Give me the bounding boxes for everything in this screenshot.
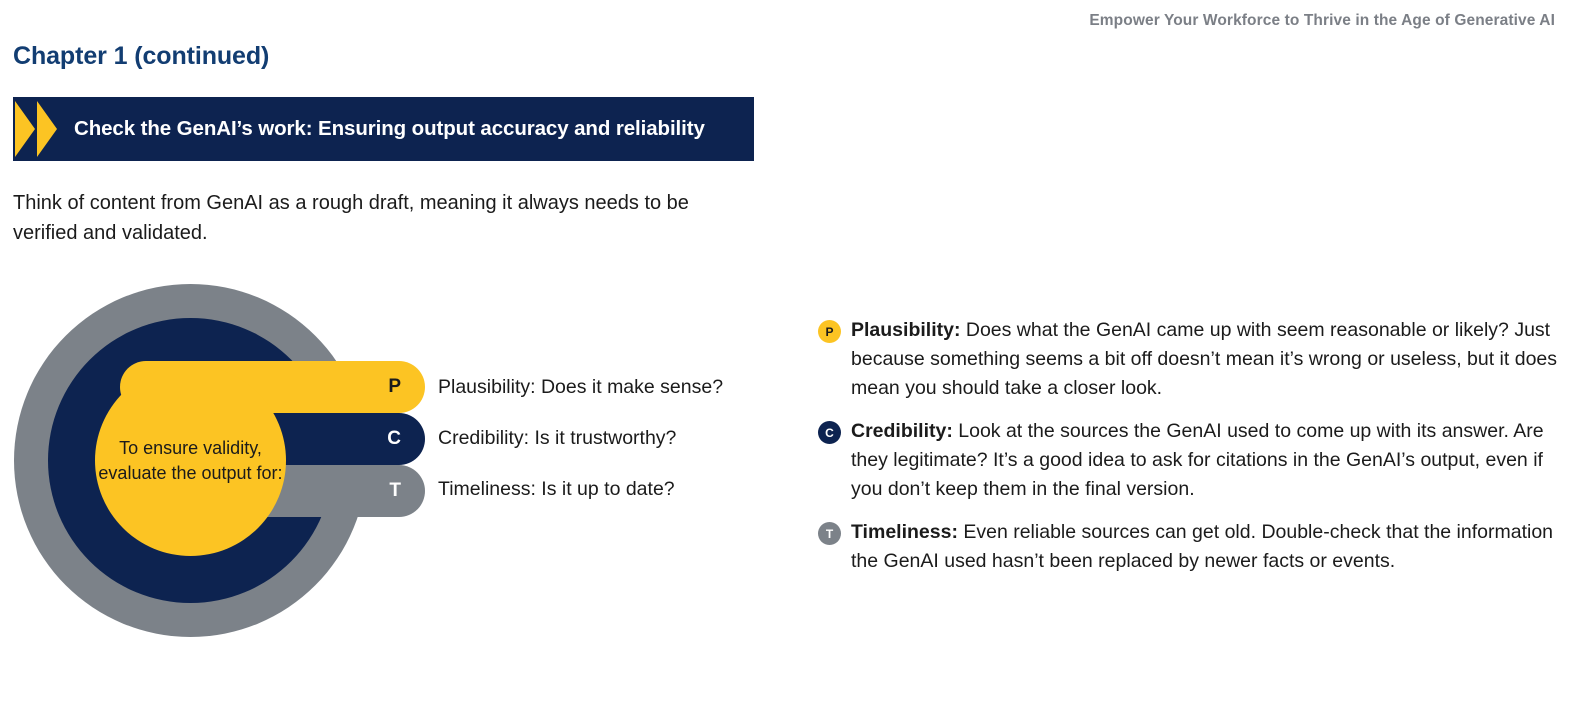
double-chevron-icon: [13, 97, 65, 161]
diagram-label-credibility: Credibility: Is it trustworthy?: [438, 427, 677, 449]
pill-letter-t: T: [389, 480, 401, 501]
badge-timeliness-icon: T: [818, 522, 841, 545]
pill-letter-c: C: [387, 428, 401, 449]
list-item: [818, 316, 1563, 403]
detail-text-timeliness: [851, 518, 1563, 576]
diagram-label-timeliness: Timeliness: Is it up to date?: [438, 478, 675, 500]
section-banner-title: Check the GenAI’s work: Ensuring output accuracy and reliability: [74, 117, 705, 140]
ring-inner-center-text: To ensure validity, evaluate the output for:: [95, 365, 286, 556]
pill-letter-p: P: [388, 376, 401, 397]
badge-plausibility-icon: P: [818, 320, 841, 343]
badge-credibility-icon: C: [818, 421, 841, 444]
detail-term-plausibility: Plausibility:: [851, 319, 961, 341]
detail-term-credibility: Credibility:: [851, 420, 953, 442]
list-item: [818, 518, 1563, 576]
running-head: Empower Your Workforce to Thrive in the Age of Generative AI: [1089, 12, 1555, 29]
intro-paragraph: Think of content from GenAI as a rough draft, meaning it always needs to be verified and validated.: [13, 192, 689, 244]
detail-text-credibility: [851, 417, 1563, 504]
list-item: [818, 417, 1563, 504]
page-title: Chapter 1 (continued): [13, 42, 270, 70]
detail-text-plausibility: [851, 316, 1563, 403]
diagram-label-plausibility: Plausibility: Does it make sense?: [438, 376, 724, 398]
detail-body-credibility: Look at the sources the GenAI used to come up with its answer. Are they legitimate? It’s a good idea to ask for citations in the GenAI’s output, even if you don’t keep them in the final version.: [851, 420, 1544, 500]
detail-term-timeliness: Timeliness:: [851, 521, 958, 543]
section-banner: [13, 97, 754, 161]
detail-body-timeliness: Even reliable sources can get old. Double-check that the information the GenAI used hasn’t been replaced by newer facts or events.: [851, 521, 1554, 572]
detail-body-plausibility: Does what the GenAI came up with seem reasonable or likely? Just because something seems a bit off doesn’t mean it’s wrong or useless, but it does mean you should take a closer look.: [851, 319, 1558, 399]
detail-list: [818, 316, 1563, 590]
pct-ring-diagram: [10, 278, 790, 668]
